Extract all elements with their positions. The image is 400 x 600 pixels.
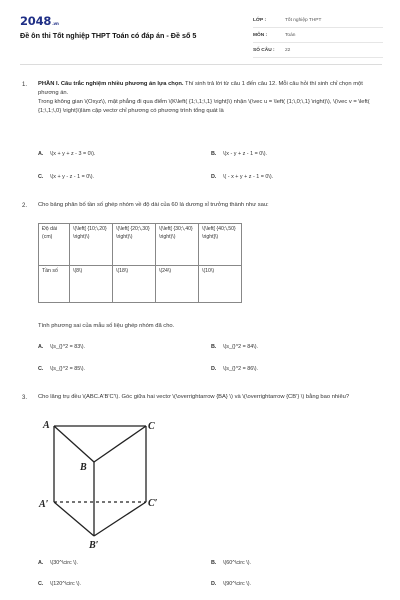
- vertex-label-C1: C′: [148, 498, 158, 509]
- site-logo[interactable]: [20, 14, 59, 28]
- option-label: A.: [38, 560, 44, 566]
- edge-AB: [54, 426, 94, 462]
- option-text: \(x - y + z - 1 = 0\).: [223, 151, 268, 157]
- question-2-text: Cho bảng phân bố tần số ghép nhóm về độ dài của 60 lá dương xỉ trưởng thành như sau:: [38, 202, 269, 208]
- option-text: \(120^\circ \).: [50, 581, 81, 587]
- question-number: 2.: [22, 203, 28, 209]
- option-text: \( - x + y + z - 1 = 0\).: [223, 174, 274, 180]
- option-b[interactable]: [211, 151, 267, 157]
- option-c[interactable]: [38, 581, 81, 587]
- option-label: A.: [38, 344, 44, 350]
- meta-key: SỐ CÂU :: [253, 47, 275, 53]
- header-divider: [20, 64, 382, 65]
- meta-key: MÔN :: [253, 32, 268, 38]
- option-label: B.: [211, 344, 217, 350]
- question-3-text: Cho lăng trụ đều \(ABC.A'B'C'\). Góc giữa hai vectơ \(\overrightarrow {BA} \) và \(\overrightarrow {CB'} \) bằng bao nhiêu?: [38, 394, 350, 400]
- logo-text: 2048: [20, 14, 52, 28]
- option-b[interactable]: [211, 560, 251, 566]
- meta-count-row: [253, 43, 383, 58]
- table-row: [39, 224, 242, 266]
- meta-key: LỚP :: [253, 17, 267, 23]
- option-d[interactable]: [211, 174, 273, 180]
- option-c[interactable]: [38, 366, 85, 372]
- question-2-prompt: Tính phương sai của mẫu số liệu ghép nhóm đã cho.: [38, 323, 175, 329]
- option-label: A.: [38, 151, 44, 157]
- meta-value: Toán: [285, 32, 296, 38]
- option-label: C.: [38, 174, 44, 180]
- option-label: D.: [211, 174, 217, 180]
- table-header-cell: Tần số: [39, 266, 70, 303]
- table-cell: \(\left[ {10;\,20} \right)\): [70, 224, 113, 266]
- option-label: C.: [38, 366, 44, 372]
- question-1-text: [38, 80, 383, 116]
- section-heading: PHẦN I. Câu trắc nghiệm nhiều phương án lựa chọn.: [38, 81, 184, 87]
- option-a[interactable]: [38, 151, 95, 157]
- question-number: 1.: [22, 82, 28, 88]
- vertex-label-B1: B′: [89, 540, 99, 550]
- vertex-label-A: A: [43, 420, 50, 431]
- option-label: D.: [211, 366, 217, 372]
- option-text: \(x + y - z - 1 = 0\).: [50, 174, 95, 180]
- option-b[interactable]: [211, 344, 258, 350]
- table-header-cell: Độ dài (cm): [39, 224, 70, 266]
- option-label: D.: [211, 581, 217, 587]
- edge-BC: [94, 426, 146, 462]
- table-cell: \(18\): [113, 266, 156, 303]
- table-cell: \(24\): [156, 266, 199, 303]
- logo-suffix: .vn: [52, 21, 59, 26]
- option-text: \(s_{}^2 = 85\).: [50, 366, 86, 372]
- option-text: \(90^\circ \).: [223, 581, 251, 587]
- option-text: \(x + y + z - 3 = 0\).: [50, 151, 96, 157]
- meta-class-row: [253, 13, 383, 28]
- option-text: \(s_{}^2 = 86\).: [223, 366, 259, 372]
- vertex-label-A1: A′: [39, 499, 49, 510]
- option-label: C.: [38, 581, 44, 587]
- option-label: B.: [211, 560, 217, 566]
- option-text: \(s_{}^2 = 84\).: [223, 344, 259, 350]
- table-row: [39, 266, 242, 303]
- option-a[interactable]: [38, 560, 78, 566]
- option-label: B.: [211, 151, 217, 157]
- table-cell: \(10\): [199, 266, 242, 303]
- meta-value: 22: [285, 47, 291, 53]
- meta-value: Tốt nghiệp THPT: [285, 17, 322, 23]
- option-c[interactable]: [38, 174, 94, 180]
- page-title: Đề ôn thi Tốt nghiệp THPT Toán có đáp án - Đề số 5: [20, 31, 197, 40]
- option-text: \(s_{}^2 = 83\).: [50, 344, 86, 350]
- vertex-label-C: C: [148, 421, 155, 432]
- option-a[interactable]: [38, 344, 85, 350]
- frequency-table: [38, 223, 242, 303]
- vertex-label-B: B: [80, 462, 87, 473]
- instruction-text: Thí sinh trả lời từ câu 1 đến câu 12. Mỗi câu hỏi thí sinh chỉ chọn một phương án.: [38, 81, 363, 96]
- table-cell: \(\left[ {30;\,40} \right)\): [156, 224, 199, 266]
- option-d[interactable]: [211, 366, 258, 372]
- option-d[interactable]: [211, 581, 251, 587]
- option-text: \(30^\circ \).: [50, 560, 78, 566]
- edge-B1C1: [94, 502, 146, 536]
- question-number: 3.: [22, 395, 28, 401]
- table-cell: \(\left[ {40;\,50} \right]\): [199, 224, 242, 266]
- question-body: Trong không gian \(Oxyz\), mặt phẳng đi qua điểm \(K\left( {1;\,1;\,1} \right)\) nhận \(\vec u = \left( {1;\,0;\,1} \right)\), \(\vec v = \left( {1;\,1;\,0} \right)\)làm cặp vectơ chỉ phương có phương trình tổng quát là: [38, 99, 370, 114]
- meta-subject-row: [253, 28, 383, 43]
- edge-A1B1: [54, 502, 94, 536]
- prism-figure: [38, 416, 168, 550]
- option-text: \(60^\circ \).: [223, 560, 251, 566]
- table-cell: \(8\): [70, 266, 113, 303]
- table-cell: \(\left[ {20;\,30} \right)\): [113, 224, 156, 266]
